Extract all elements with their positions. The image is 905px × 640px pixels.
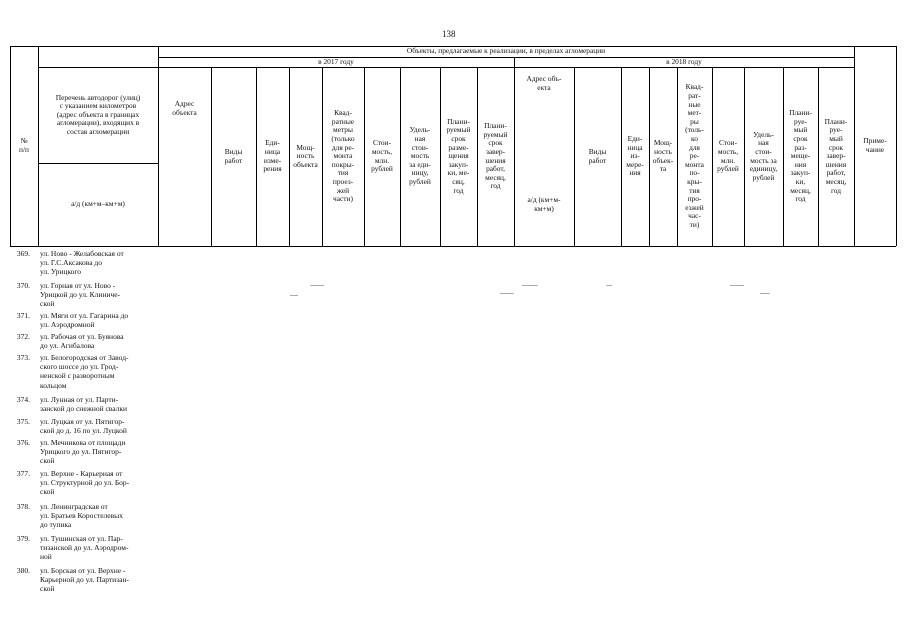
header-2018-address: Адрес объ- екта xyxy=(526,74,562,92)
header-2017-planned-purchase: Плани- руемый срок разме- щения закуп- ки, ме- сяц, год xyxy=(446,116,471,195)
scan-artifact xyxy=(606,285,612,286)
header-no: № п/п xyxy=(19,136,29,154)
scan-artifact xyxy=(290,295,298,296)
header-2018-unit: Еди- ница из- мере- ния xyxy=(626,134,644,178)
header-2018-cost: Стои- мость, млн. рублей xyxy=(717,138,739,174)
grid-line xyxy=(896,46,897,246)
header-objects-title: Объекты, предлагаемые к реализации, в пределах агломерации xyxy=(406,46,606,56)
scan-artifact xyxy=(760,293,770,294)
header-2018-road-km: а/д (км+м- км+м) xyxy=(527,195,561,213)
header-2017-cost: Стои- мость, млн. рублей xyxy=(371,138,393,174)
header-year-2018: в 2018 году xyxy=(666,56,702,66)
header-2017-sq-meters: Квад- ратные метры (только для ре- монта покры- тия проез- жей части) xyxy=(331,108,355,204)
header-year-2017: в 2017 году xyxy=(318,56,354,66)
header-2017-unit-cost: Удель- ная стои- мость за еди- ницу, рублей xyxy=(409,125,431,186)
header-2018-planned-finish: Плани- руе- мый срок завер- шения работ, месяц, год xyxy=(824,116,848,195)
header-2017-unit: Еди- ница изме- рения xyxy=(263,138,282,174)
scan-artifact xyxy=(500,293,514,294)
header-2018-capacity: Мощ- ность объек- та xyxy=(652,138,674,174)
header-2017-address: Адрес объекта xyxy=(172,99,197,117)
header-2018-planned-purchase: Плани- руе- мый срок раз- меще- ния закуп- ки, месяц, год xyxy=(789,108,812,204)
header-2017-planned-finish: Плани- руемый срок завер- шения работ, месяц, год xyxy=(483,121,508,191)
header-road-list: Перечень автодорог (улиц) с указанием километров (адрес объекта в границах агломерации), входящих в состав агломерации xyxy=(55,92,141,136)
header-note: Приме- чание xyxy=(863,136,887,154)
header-road-km: а/д (км+м–км+м) xyxy=(71,199,125,209)
page-number: 138 xyxy=(442,29,456,39)
grid-line xyxy=(10,246,896,247)
header-2018-unit-cost: Удель- ная стои- мость за единицу, рублей xyxy=(749,129,778,182)
header-2017-work-types: Виды работ xyxy=(224,146,243,165)
header-2017-capacity: Мощ- ность объекта xyxy=(293,142,318,169)
header-2018-sq-meters: Квад- рат- ные мет- ры (толь- ко для ре- монта по- кры- тия про- езжей час- ти) xyxy=(685,82,704,229)
grid-line xyxy=(158,46,159,246)
scan-artifact xyxy=(730,285,744,286)
scan-artifact xyxy=(310,285,324,286)
scan-artifact xyxy=(522,285,538,286)
header-2018-work-types: Виды работ xyxy=(588,146,607,165)
